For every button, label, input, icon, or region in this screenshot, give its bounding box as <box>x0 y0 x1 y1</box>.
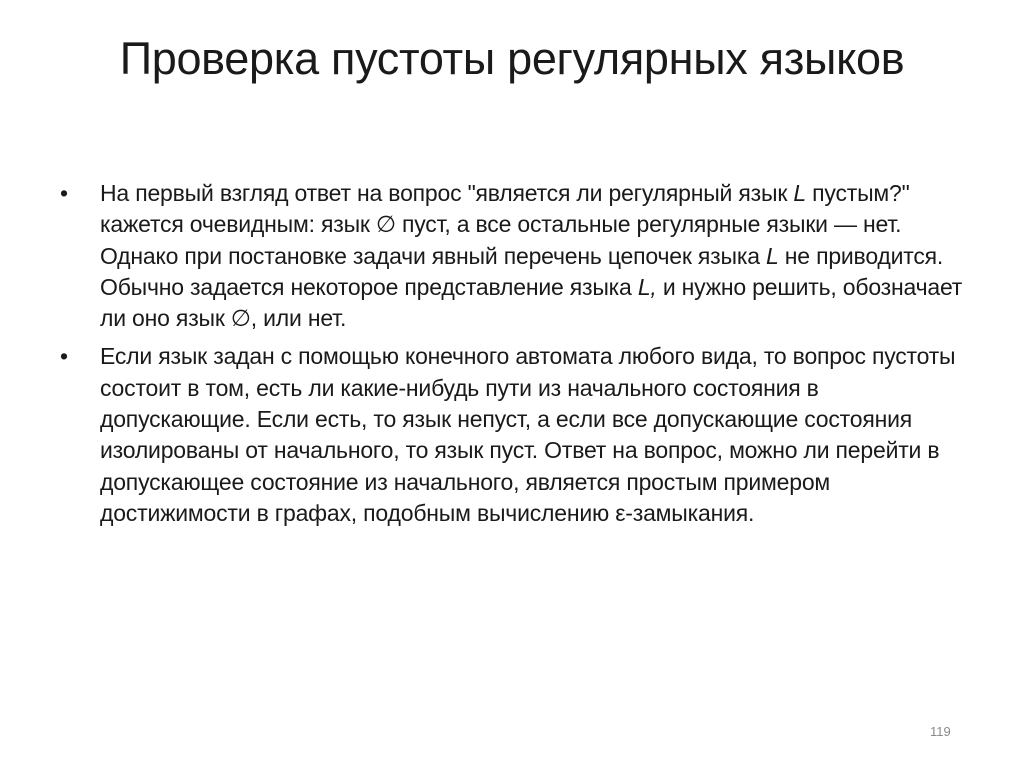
bullet-1-var-l-1: L <box>793 180 806 206</box>
bullet-item-1 <box>58 178 970 334</box>
bullet-1-text-c: не приводится. Обычно задается некоторое представление языка <box>100 242 944 300</box>
bullet-2-text: Если язык задан с помощью конечного автомата любого вида, то вопрос пустоты состоит в том, есть ли какие-нибудь пути из начального состояния в допускающие. Если есть, то язык непуст, а если все допускающие состояния изолированы от начального, то язык пуст. Ответ на вопрос, можно ли перейти в допускающее состояние из начального, является простым примером достижимости в графах, подобным вычислению ε-замыкания. <box>100 343 956 526</box>
bullet-icon: • <box>60 343 68 370</box>
page-number: 119 <box>930 724 951 739</box>
bullet-1-var-l-2: L <box>766 242 779 269</box>
bullet-1-text-b: пустым?" кажется очевидным: язык ∅ пуст, а все остальные регулярные языки — нет. Однако при постановке задачи явный перечень цепочек языка <box>100 180 910 269</box>
bullet-1-text-d: и нужно решить, обозначает ли оно язык ∅, или нет. <box>100 273 963 332</box>
bullet-list <box>58 178 970 536</box>
bullet-1-text-a: На первый взгляд ответ на вопрос "является ли регулярный язык <box>100 180 794 206</box>
bullet-icon: • <box>60 180 68 206</box>
bullet-1-var-l-3: L, <box>637 273 657 300</box>
bullet-item-2 <box>58 341 970 529</box>
slide-title: Проверка пустоты регулярных языков <box>119 33 905 84</box>
